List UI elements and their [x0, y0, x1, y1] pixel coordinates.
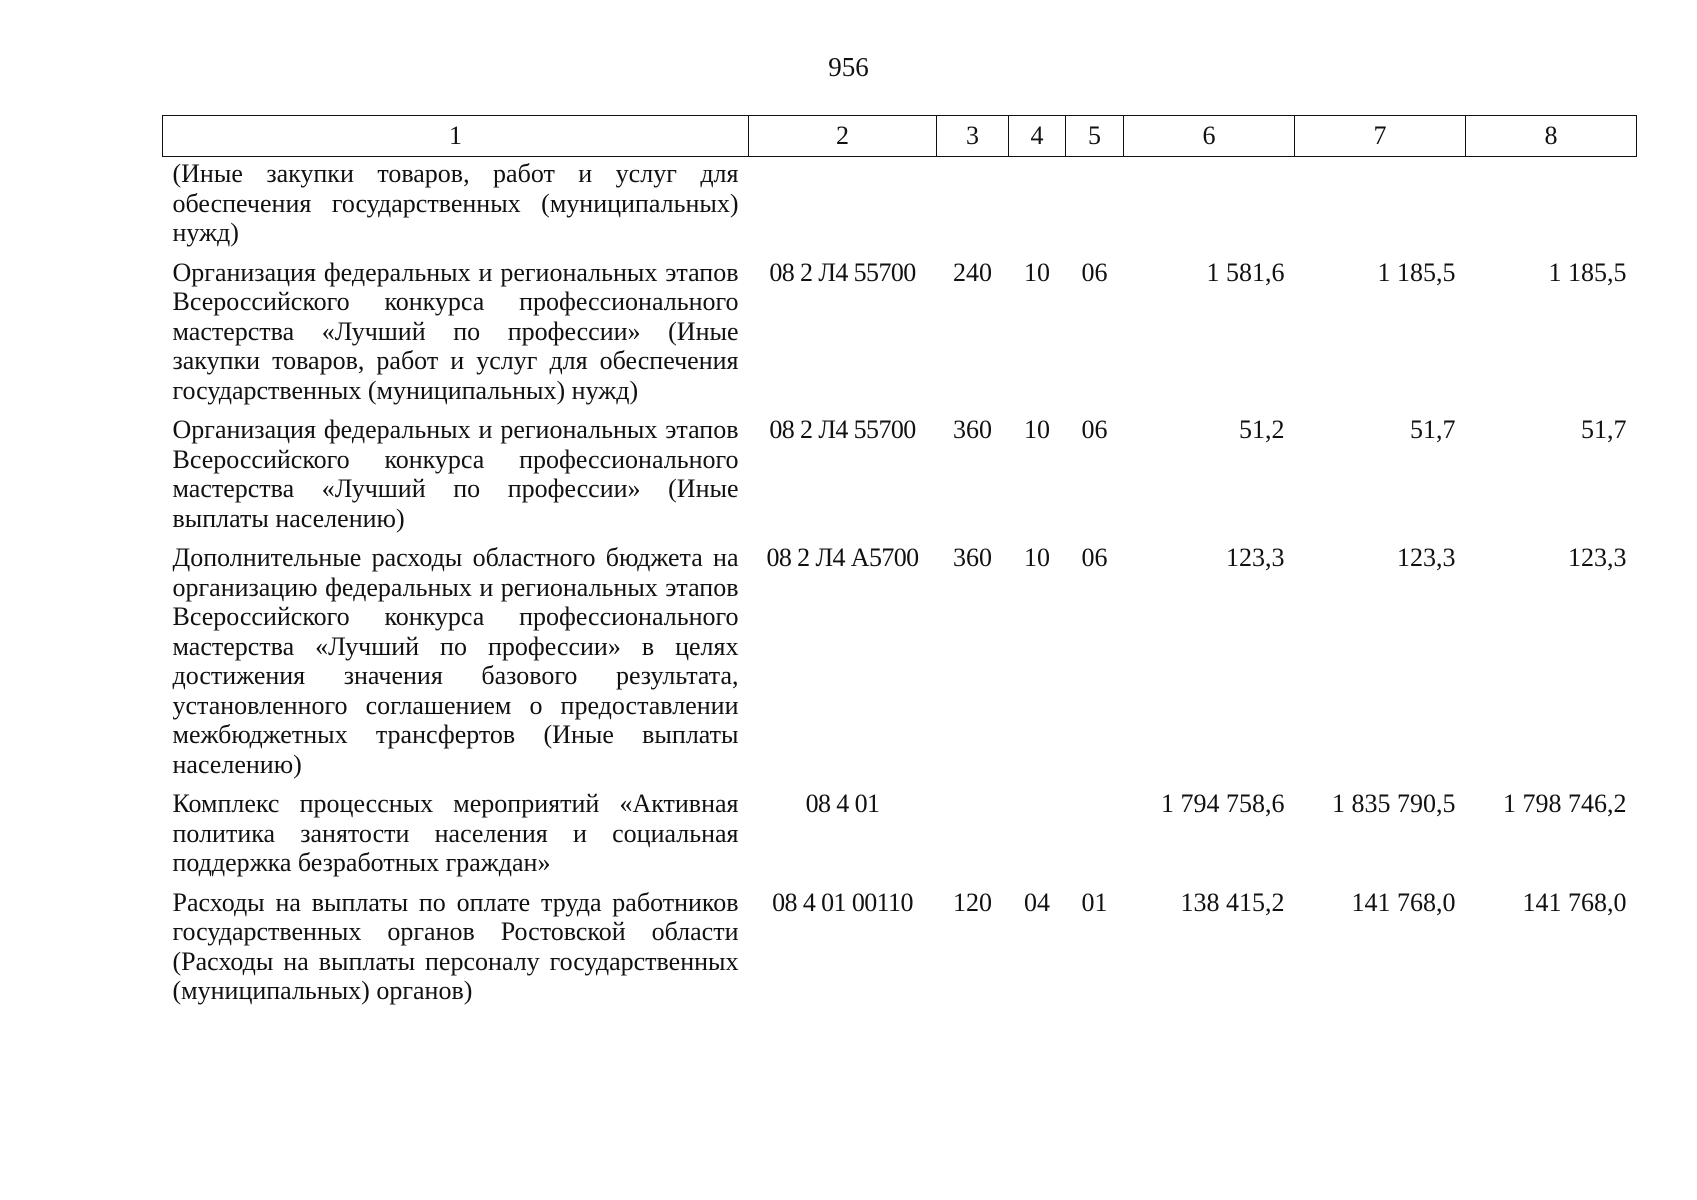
- row-value-col-6: 1 794 758,6: [1161, 789, 1285, 818]
- row-value-col-8: [1466, 157, 1637, 258]
- row-expense-type: [937, 157, 1009, 258]
- row-section: 10: [1024, 415, 1050, 444]
- row-section: 04: [1024, 887, 1050, 917]
- header-col-5: 5: [1066, 116, 1124, 157]
- row-value-col-7: 123,3: [1397, 543, 1456, 572]
- row-subsection: 06: [1081, 257, 1108, 287]
- row-value-col-8: 141 768,0: [1522, 887, 1627, 917]
- table-row: [163, 415, 1637, 543]
- header-col-1: 1: [163, 116, 749, 157]
- row-section: [1009, 157, 1066, 258]
- table-row: [163, 888, 1637, 1016]
- row-value-col-6: 51,2: [1239, 415, 1285, 444]
- row-value-col-6: [1124, 157, 1295, 258]
- budget-table: [162, 115, 1637, 1016]
- table-row: [163, 157, 1637, 258]
- row-value-col-8: 1 185,5: [1548, 257, 1627, 287]
- row-expense-type: [937, 789, 1009, 888]
- row-value-col-8: 51,7: [1581, 415, 1627, 444]
- row-value-col-6: 138 415,2: [1180, 887, 1285, 917]
- row-subsection: [1066, 157, 1124, 258]
- row-value-col-7: [1295, 157, 1466, 258]
- row-value-col-7: 1 835 790,5: [1332, 789, 1456, 818]
- row-target-code: 08 4 01: [805, 789, 880, 818]
- row-target-code: 08 4 01 00110: [772, 887, 913, 917]
- row-expense-type: 240: [953, 257, 992, 287]
- header-col-7: 7: [1295, 116, 1466, 157]
- row-target-code: 08 2 Л4 55700: [769, 415, 916, 444]
- row-target-code: 08 2 Л4 55700: [769, 257, 916, 287]
- header-col-4: 4: [1009, 116, 1066, 157]
- row-section: 10: [1024, 257, 1050, 287]
- row-value-col-7: 141 768,0: [1351, 887, 1456, 917]
- row-value-col-7: 51,7: [1410, 415, 1456, 444]
- row-target-code: [749, 157, 937, 258]
- header-row: [163, 116, 1637, 157]
- row-expense-type: 360: [953, 415, 992, 444]
- table-row: [163, 789, 1637, 888]
- row-description: Организация федеральных и региональных этапов Всероссийского конкурса профессионального мастерства «Лучший по профессии» (Иные закупки товаров, работ и услуг для обеспечения государственных (муниципальных) нужд): [172, 257, 739, 405]
- row-value-col-6: 123,3: [1226, 543, 1285, 572]
- row-description: Организация федеральных и региональных этапов Всероссийского конкурса профессионального мастерства «Лучший по профессии» (Иные выплаты населению): [172, 415, 739, 533]
- row-description: Расходы на выплаты по оплате труда работников государственных органов Ростовской области (Расходы на выплаты персоналу государственных (муниципальных) органов): [172, 887, 739, 1005]
- row-subsection: [1066, 789, 1124, 888]
- row-expense-type: 120: [953, 887, 992, 917]
- header-col-6: 6: [1124, 116, 1295, 157]
- row-value-col-8: 123,3: [1568, 543, 1627, 572]
- row-description: Комплекс процессных мероприятий «Активная политика занятости населения и социальная поддержка безработных граждан»: [172, 789, 739, 877]
- header-col-2: 2: [749, 116, 937, 157]
- table-header: [163, 116, 1637, 157]
- header-col-8: 8: [1466, 116, 1637, 157]
- row-section: 10: [1024, 543, 1050, 572]
- row-expense-type: 360: [953, 543, 992, 572]
- header-col-3: 3: [937, 116, 1009, 157]
- row-description: (Иные закупки товаров, работ и услуг для обеспечения государственных (муниципальных) нужд): [172, 159, 739, 247]
- row-subsection: 06: [1081, 543, 1108, 572]
- row-value-col-8: 1 798 746,2: [1503, 789, 1627, 818]
- row-subsection: 06: [1081, 415, 1108, 444]
- table-body: [163, 157, 1637, 1016]
- row-value-col-6: 1 581,6: [1206, 257, 1285, 287]
- row-target-code: 08 2 Л4 А5700: [766, 543, 919, 572]
- row-subsection: 01: [1081, 887, 1108, 917]
- table-row: [163, 258, 1637, 416]
- row-section: [1009, 789, 1066, 888]
- row-description: Дополнительные расходы областного бюджета на организацию федеральных и региональных этапов Всероссийского конкурса профессионального мастерства «Лучший по профессии» в целях достижения значения базового результата, установленного соглашением о предоставлении межбюджетных трансфертов (Иные выплаты населению): [172, 543, 739, 779]
- row-value-col-7: 1 185,5: [1377, 257, 1456, 287]
- page-number: 956: [828, 52, 869, 82]
- table-row: [163, 543, 1637, 789]
